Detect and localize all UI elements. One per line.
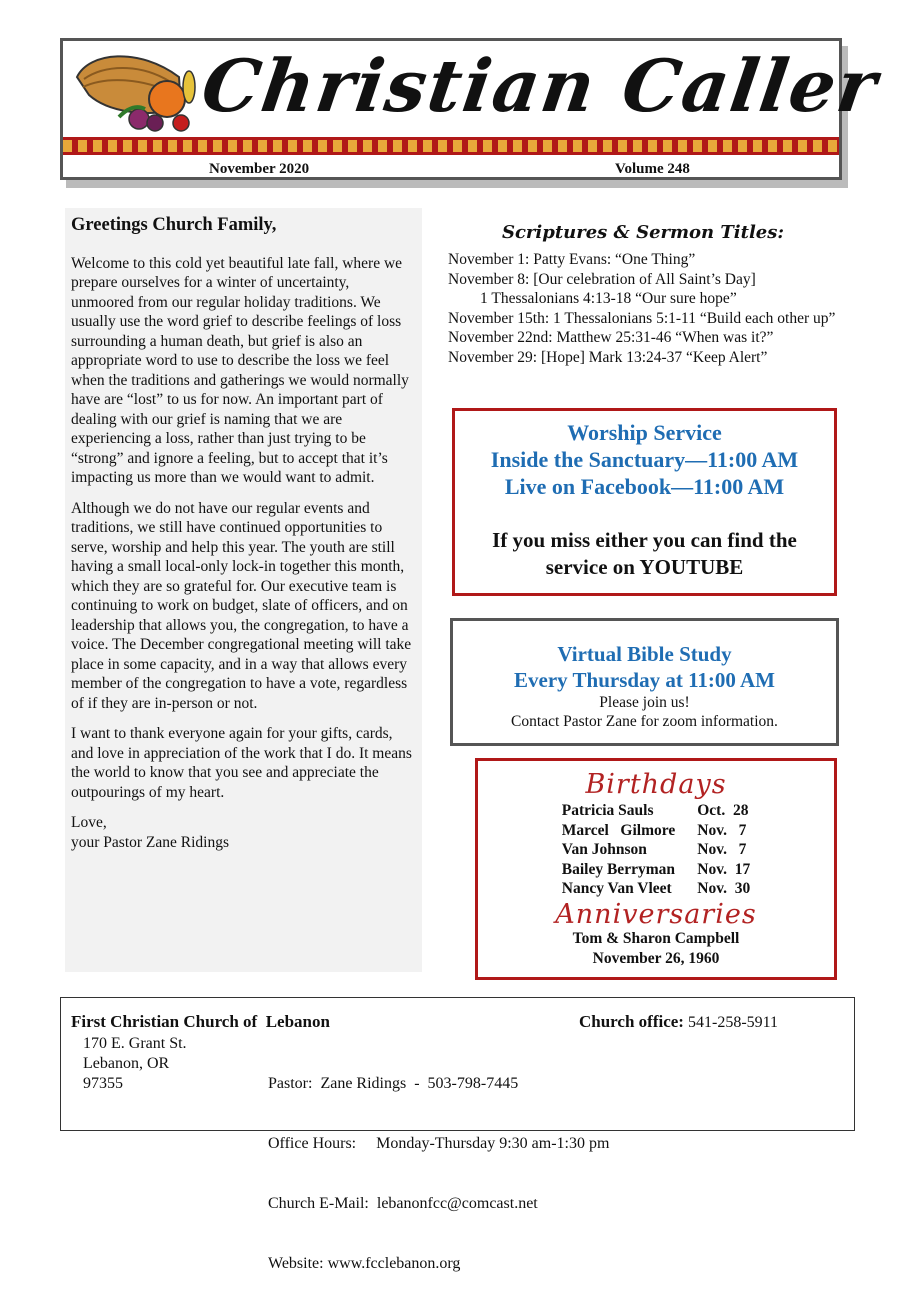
worship-youtube-note: If you miss either you can find the service on YOUTUBE: [492, 528, 797, 579]
table-row: [558, 801, 754, 821]
bible-study-time: Every Thursday at 11:00 AM: [514, 668, 775, 692]
letter-paragraph: Welcome to this cold yet beautiful late fall, where we prepare ourselves for a winter of uncertainty, unmoored from our regular holiday traditions. We usually use the word grief to describe feelings of loss surrounding a human death, but grief is also an appropriate word to use to describe the loss we feel when the traditions and gatherings we would normally have are “lost” to us for now. An important part of dealing with our grief is naming that we are experiencing a loss, rather than just trying to be “strong” and ignore a feeling, but to accept that it’s impacting us more than we would want to admit.: [71, 254, 409, 486]
birthday-name: Van Johnson: [561, 841, 647, 858]
bible-study-invite: Please join us!: [599, 694, 690, 711]
address-line: Lebanon, OR: [83, 1055, 170, 1072]
cornucopia-icon: [69, 47, 199, 137]
scriptures-list: [448, 250, 843, 367]
newsletter-title: Christian Caller: [197, 43, 884, 128]
worship-heading: Worship Service: [567, 420, 722, 445]
table-row: [558, 821, 754, 841]
worship-service-box: [452, 408, 837, 596]
table-row: [558, 879, 754, 899]
anniversaries-title: Anniversaries: [555, 898, 757, 930]
scripture-item: November 15th: 1 Thessalonians 5:1-11 “Build each other up”: [448, 309, 836, 327]
pastor-letter: [65, 208, 422, 972]
birthday-date: Oct. 28: [697, 802, 749, 819]
masthead: [60, 38, 884, 180]
volume-number: Volume 248: [615, 161, 690, 177]
birthday-name: Patricia Sauls: [561, 802, 654, 819]
scripture-item: November 1: Patty Evans: “One Thing”: [448, 251, 696, 268]
birthday-date: Nov. 17: [697, 860, 751, 878]
scripture-item: November 8: [Our celebration of All Saint’s Day]: [448, 270, 756, 288]
church-info-footer: [60, 997, 855, 1272]
bible-study-contact: Contact Pastor Zane for zoom information.: [511, 713, 778, 730]
church-name: First Christian Church of Lebanon: [71, 1012, 330, 1031]
scripture-item: 1 Thessalonians 4:13-18 “Our sure hope”: [480, 290, 737, 307]
church-office-phone: 541-258-5911: [687, 1014, 779, 1031]
bible-study-box: [450, 618, 839, 746]
table-row: [558, 840, 754, 860]
letter-paragraph: Although we do not have our regular events and traditions, we still have continued opportunities to serve, worship and help this year. The youth are still having a small local-only lock-in together this month, which they are so grateful for. Our executive team is continuing to work on budget, slate of officers, and on leadership that allows you, the congregation, to have a voice. The December congregational meeting will take place in some capacity, and in a way that allows every member of the congregation to have a vote, regardless of if they are in-person or not.: [71, 499, 412, 712]
birthdays-box: [475, 758, 837, 980]
church-website[interactable]: Website: www.fcclebanon.org: [268, 1255, 461, 1272]
table-row: [558, 860, 754, 880]
church-contacts: [268, 1034, 609, 1314]
anniversary-date: November 26, 1960: [592, 949, 720, 967]
church-office: [579, 1012, 778, 1032]
scripture-item: November 29: [Hope] Mark 13:24-37 “Keep Alert”: [448, 348, 768, 366]
letter-paragraph: I want to thank everyone again for your gifts, cards, and love in appreciation of the work that I do. It means the world to know that you see and appreciate the outpourings of my heart.: [71, 725, 412, 801]
worship-facebook-time: Live on Facebook—11:00 AM: [504, 474, 785, 499]
worship-sanctuary-time: Inside the Sanctuary—11:00 AM: [490, 447, 799, 472]
church-office-label: Church office:: [579, 1012, 684, 1031]
decorative-stripe: [63, 137, 839, 155]
church-address: [83, 1034, 187, 1094]
birthday-name: Nancy Van Vleet: [561, 880, 672, 897]
letter-greeting: Greetings Church Family,: [71, 215, 277, 235]
anniversary-names: Tom & Sharon Campbell: [572, 929, 740, 947]
birthday-date: Nov. 7: [697, 821, 747, 839]
address-line: 170 E. Grant St.: [83, 1035, 187, 1052]
office-hours: Office Hours: Monday-Thursday 9:30 am-1:30 pm: [268, 1135, 610, 1152]
letter-signature: your Pastor Zane Ridings: [71, 833, 229, 851]
pastor-contact: Pastor: Zane Ridings - 503-798-7445: [268, 1075, 519, 1092]
issue-date: November 2020: [209, 161, 310, 177]
bible-study-heading: Virtual Bible Study: [557, 642, 732, 666]
birthday-name: Bailey Berryman: [561, 860, 675, 878]
birthday-date: Nov. 7: [697, 841, 747, 858]
birthdays-table: [558, 801, 754, 899]
scriptures-title: Scriptures & Sermon Titles:: [501, 222, 785, 243]
birthdays-title: Birthdays: [585, 769, 727, 800]
scripture-item: November 22nd: Matthew 25:31-46 “When was it?”: [448, 329, 774, 346]
letter-signoff: Love,: [71, 814, 107, 831]
address-line: 97355: [83, 1075, 123, 1092]
birthday-name: Marcel Gilmore: [561, 821, 676, 839]
church-email[interactable]: Church E-Mail: lebanonfcc@comcast.net: [268, 1195, 538, 1212]
birthday-date: Nov. 30: [697, 880, 751, 897]
